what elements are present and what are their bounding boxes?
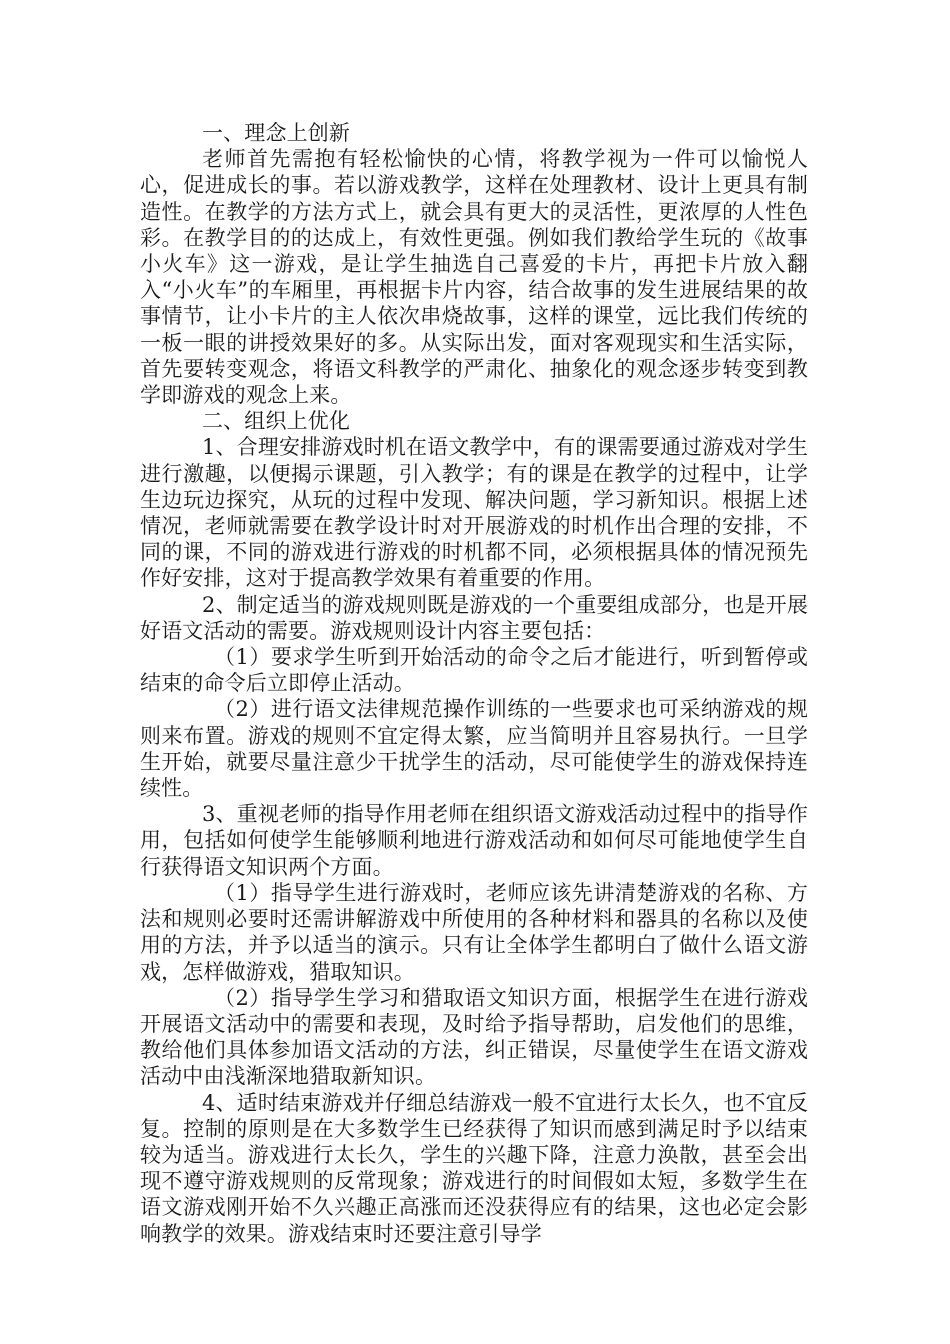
- sub-paragraph: （2）进行语文法律规范操作训练的一些要求也可采纳游戏的规则来布置。游戏的规则不宜定得太繁，应当简明并且容易执行。一旦学生开始，就要尽量注意少干扰学生的活动，尽可能使学生的游戏保持连续性。: [140, 697, 808, 801]
- body-paragraph: 1、合理安排游戏时机在语文教学中，有的课需要通过游戏对学生进行激趣，以便揭示课题，引入教学；有的课是在教学的过程中，让学生边玩边探究，从玩的过程中发现、解决问题，学习新知识。根据上述情况，老师就需要在教学设计时对开展游戏的时机作出合理的安排，不同的课，不同的游戏进行游戏的时机都不同，必须根据具体的情况预先作好安排，这对于提高教学效果有着重要的作用。: [140, 435, 808, 591]
- body-paragraph: 老师首先需抱有轻松愉快的心情，将教学视为一件可以愉悦人心，促进成长的事。若以游戏教学，这样在处理教材、设计上更具有制造性。在教学的方法方式上，就会具有更大的灵活性，更浓厚的人性色彩。在教学目的的达成上，有效性更强。例如我们教给学生玩的《故事小火车》这一游戏，是让学生抽选自己喜爱的卡片，再把卡片放入翻入“小火车”的车厢里，再根据卡片内容，结合故事的发生进展结果的故事情节，让小卡片的主人依次串烧故事，这样的课堂，远比我们传统的一板一眼的讲授效果好的多。从实际出发，面对客观现实和生活实际，首先要转变观念，将语文科教学的严肃化、抽象化的观念逐步转变到教学即游戏的观念上来。: [140, 147, 808, 408]
- section-heading: 一、理念上创新: [202, 121, 351, 145]
- section-heading: 二、组织上优化: [202, 409, 351, 434]
- body-paragraph: 2、制定适当的游戏规则既是游戏的一个重要组成部分，也是开展好语文活动的需要。游戏规则设计内容主要包括：: [140, 592, 808, 643]
- body-paragraph: 3、重视老师的指导作用老师在组织语文游戏活动过程中的指导作用，包括如何使学生能够顺利地进行游戏活动和如何尽可能地使学生自行获得语文知识两个方面。: [140, 802, 808, 879]
- sub-paragraph: （1）指导学生进行游戏时，老师应该先讲清楚游戏的名称、方法和规则必要时还需讲解游戏中所使用的各种材料和器具的名称以及使用的方法，并予以适当的演示。只有让全体学生都明白了做什么语文游戏，怎样做游戏，猎取知识。: [140, 880, 808, 984]
- sub-paragraph: （1）要求学生听到开始活动的命令之后才能进行，听到暂停或结束的命令后立即停止活动。: [140, 645, 808, 696]
- body-paragraph: 4、适时结束游戏并仔细总结游戏一般不宜进行太长久，也不宜反复。控制的原则是在大多数学生已经获得了知识而感到满足时予以结束较为适当。游戏进行太长久，学生的兴趣下降，注意力涣散，甚至会出现不遵守游戏规则的反常现象；游戏进行的时间假如太短，多数学生在语文游戏刚开始不久兴趣正高涨而还没获得应有的结果，这也必定会影响教学的效果。游戏结束时还要注意引导学: [140, 1090, 808, 1246]
- sub-paragraph: （2）指导学生学习和猎取语文知识方面，根据学生在进行游戏开展语文活动中的需要和表现，及时给予指导帮助，启发他们的思维，教给他们具体参加语文活动的方法，纠正错误，尽量使学生在语文游戏活动中由浅渐深地猎取新知识。: [140, 985, 808, 1089]
- document-body: [140, 120, 808, 1247]
